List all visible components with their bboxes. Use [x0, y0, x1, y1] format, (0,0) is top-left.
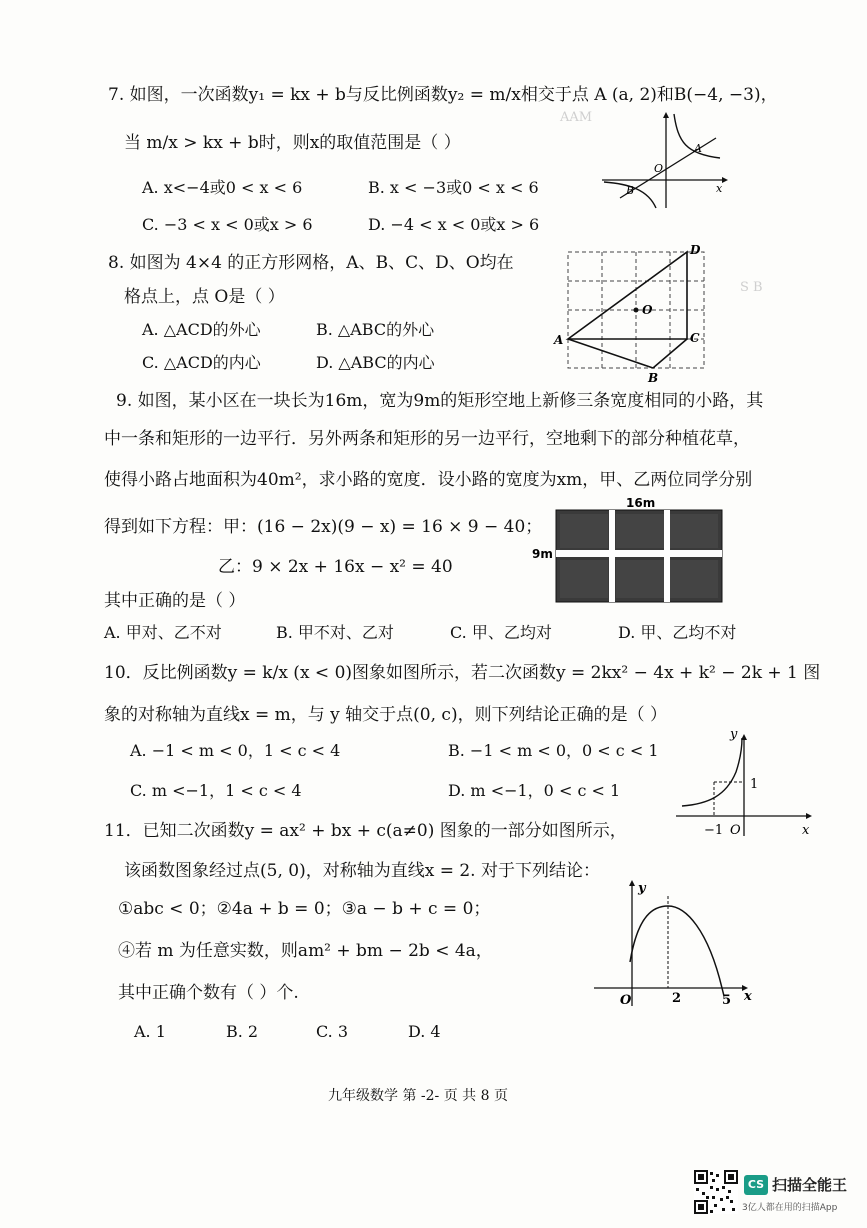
q9-option-b[interactable]: B. 甲不对、乙对 — [276, 623, 394, 642]
q10-label-x: x — [802, 823, 810, 838]
q11-label-o: O — [620, 993, 632, 1008]
q10-label-1: 1 — [750, 777, 759, 792]
page-footer: 九年级数学 第 -2- 页 共 8 页 — [328, 1088, 508, 1104]
q8-option-a[interactable]: A. △ACD的外心 — [142, 320, 261, 339]
q7-label-b: B — [626, 184, 635, 197]
q11-label-5: 5 — [722, 993, 732, 1008]
q9-figure — [532, 494, 728, 608]
q9-option-a[interactable]: A. 甲对、乙不对 — [104, 623, 222, 642]
q11-label-y: y — [638, 881, 646, 896]
q10-x-arrow — [806, 813, 812, 819]
q10-figure — [672, 722, 820, 840]
q9-option-d[interactable]: D. 甲、乙均不对 — [618, 623, 737, 642]
q8-option-b[interactable]: B. △ABC的外心 — [316, 320, 435, 339]
q10-stem-line2: 象的对称轴为直线x = m，与 y 轴交于点(0, c)，则下列结论正确的是（ ） — [104, 705, 667, 725]
q9-path-vertical-2 — [664, 510, 670, 602]
q10-label-neg1: −1 — [704, 823, 724, 838]
camscanner-logo: CS — [744, 1175, 768, 1195]
q10-option-d[interactable]: D. m <−1，0 < c < 1 — [448, 781, 621, 800]
q9-stem-line2: 中一条和矩形的一边平行．另外两条和矩形的另一边平行，空地剩下的部分种植花草， — [104, 429, 750, 449]
q8-label-c: C — [690, 331, 700, 345]
q7-figure — [598, 112, 733, 210]
q7-label-a: A — [694, 142, 702, 155]
q8-label-o: O — [642, 303, 653, 317]
q7-y-arrow — [663, 112, 669, 118]
q8-option-d[interactable]: D. △ABC的内心 — [316, 353, 435, 372]
q9-option-c[interactable]: C. 甲、乙均对 — [450, 623, 552, 642]
q9-path-horizontal — [556, 550, 722, 557]
q9-stem-line6: 其中正确的是（ ） — [104, 591, 246, 611]
q11-label-x: x — [744, 989, 752, 1004]
q8-stem-line2: 格点上，点 O是（ ） — [124, 287, 285, 307]
camscanner-name: 扫描全能王 — [772, 1176, 848, 1194]
q8-label-a: A — [554, 333, 564, 347]
q10-stem-line1: 10．反比例函数y = k/x (x < 0)图象如图所示，若二次函数y = 2kx² − 4x + k² − 2k + 1 图 — [104, 663, 821, 683]
q9-path-vertical-1 — [609, 510, 615, 602]
q11-stem-line2: 该函数图象经过点(5, 0)，对称轴为直线x = 2. 对于下列结论： — [124, 861, 600, 881]
q11-option-d[interactable]: D. 4 — [408, 1022, 441, 1041]
bleed-through-mark: S B — [740, 280, 763, 295]
q10-hyperbola — [682, 738, 742, 806]
q7-option-b[interactable]: B. x < −3或0 < x < 6 — [368, 178, 539, 197]
q10-label-y: y — [730, 727, 738, 742]
camscanner-tagline: 3亿人都在用的扫描App — [742, 1203, 838, 1213]
q7-stem-line2: 当 m/x > kx + b时，则x的取值范围是（ ） — [124, 133, 461, 153]
q11-stem-line1: 11．已知二次函数y = ax² + bx + c(a≠0) 图象的一部分如图所示， — [104, 821, 627, 841]
q8-option-c[interactable]: C. △ACD的内心 — [142, 353, 261, 372]
q11-figure — [590, 876, 760, 1010]
q10-label-o: O — [730, 823, 741, 838]
q8-label-d: D — [690, 243, 701, 257]
q7-option-a[interactable]: A. x<−4或0 < x < 6 — [142, 178, 303, 197]
q11-stem-line4: ④若 m 为任意实数，则am² + bm − 2b < 4a， — [118, 941, 493, 961]
q11-label-2: 2 — [672, 991, 682, 1006]
q10-option-b[interactable]: B. −1 < m < 0，0 < c < 1 — [448, 741, 659, 760]
q7-label-x: x — [716, 182, 723, 195]
q7-x-arrow — [722, 177, 728, 183]
q8-stem-line1: 8. 如图为 4×4 的正方形网格，A、B、C、D、O均在 — [108, 253, 514, 273]
q9-label-height: 9m — [532, 547, 553, 561]
q9-stem-line3: 使得小路占地面积为40m²，求小路的宽度．设小路的宽度为xm，甲、乙两位同学分别 — [104, 470, 753, 490]
q11-stem-line3: ①abc < 0；②4a + b = 0；③a − b + c = 0； — [118, 899, 491, 919]
q9-label-width: 16m — [626, 496, 656, 510]
q9-stem-line4: 得到如下方程：甲：(16 − 2x)(9 − x) = 16 × 9 − 40； — [104, 517, 543, 537]
q10-option-c[interactable]: C. m <−1，1 < c < 4 — [130, 781, 302, 800]
q11-option-a[interactable]: A. 1 — [134, 1022, 166, 1041]
q11-stem-line5: 其中正确个数有（ ）个. — [118, 983, 299, 1003]
q7-option-c[interactable]: C. −3 < x < 0或x > 6 — [142, 215, 313, 234]
q11-parabola — [630, 906, 724, 996]
q7-stem-line1: 7. 如图，一次函数y₁ = kx + b与反比例函数y₂ = m/x相交于点 A (a, 2)和B(−4, −3)， — [108, 85, 778, 105]
q7-label-o: O — [654, 162, 664, 175]
q9-stem-line5: 乙：9 × 2x + 16x − x² = 40 — [218, 557, 453, 577]
q11-option-c[interactable]: C. 3 — [316, 1022, 349, 1041]
q9-stem-line1: 9. 如图，某小区在一块长为16m，宽为9m的矩形空地上新修三条宽度相同的小路，其 — [116, 391, 764, 411]
q11-y-arrow — [629, 880, 635, 886]
q8-triangle-acd — [568, 252, 687, 339]
qr-code-icon — [694, 1170, 738, 1214]
q8-label-b: B — [648, 371, 659, 385]
q8-segment-ab-bc — [568, 339, 687, 368]
bleed-through-mark: AAM — [560, 110, 593, 125]
q8-point-o — [634, 308, 639, 313]
q7-option-d[interactable]: D. −4 < x < 0或x > 6 — [368, 215, 540, 234]
q10-option-a[interactable]: A. −1 < m < 0，1 < c < 4 — [130, 741, 341, 760]
q11-option-b[interactable]: B. 2 — [226, 1022, 259, 1041]
q8-figure — [552, 240, 722, 385]
